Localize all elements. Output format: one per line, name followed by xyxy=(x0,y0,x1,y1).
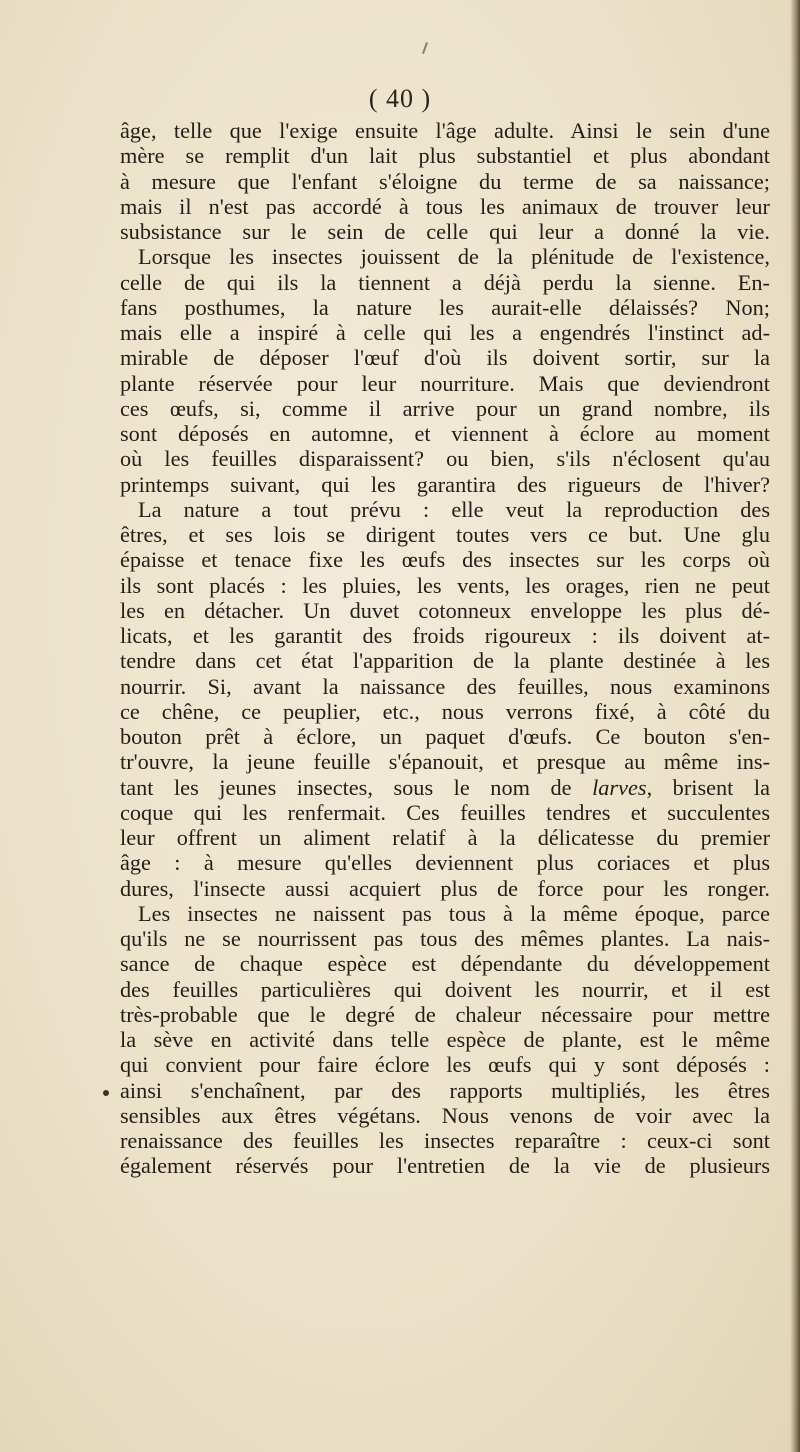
text-line: printemps suivant, qui les garantira des rigueurs de l'hiver? xyxy=(120,471,770,497)
text-line: tr'ouvre, la jeune feuille s'épanouit, et presque au même ins- xyxy=(120,749,770,775)
text-line: âge, telle que l'exige ensuite l'âge adulte. Ainsi le sein d'une xyxy=(120,118,770,143)
text-line: ainsi s'enchaînent, par des rapports multipliés, les êtres xyxy=(120,1077,770,1103)
text-line: la sève en activité dans telle espèce de plante, est le même xyxy=(120,1027,770,1052)
text-line: où les feuilles disparaissent? ou bien, s'ils n'éclosent qu'au xyxy=(120,446,770,472)
text-line: des feuilles particulières qui doivent les nourrir, et il est xyxy=(120,976,770,1002)
text-line: mirable de déposer l'œuf d'où ils doivent sortir, sur la xyxy=(120,345,770,371)
text-line-with-italic xyxy=(120,775,770,800)
ink-speck xyxy=(422,42,428,54)
text-line: ils sont placés : les pluies, les vents, les orages, rien ne peut xyxy=(120,572,770,598)
text-line: plante réservée pour leur nourriture. Mais que deviendront xyxy=(120,370,770,396)
text-line: leur offrent un aliment relatif à la délicatesse du premier xyxy=(120,825,770,850)
text-line: Lorsque les insectes jouissent de la plénitude de l'existence, xyxy=(138,244,770,270)
text-line: Les insectes ne naissent pas tous à la même époque, parce xyxy=(138,900,770,926)
text-line: très-probable que le degré de chaleur nécessaire pour mettre xyxy=(120,1001,770,1027)
italic-term: larves xyxy=(592,774,647,800)
page-body-text xyxy=(120,118,770,1179)
text-line: êtres, et ses lois se dirigent toutes vers ce but. Une glu xyxy=(120,522,770,547)
text-line: sensibles aux êtres végétans. Nous venons de voir avec la xyxy=(120,1102,770,1128)
text-line: licats, et les garantit des froids rigoureux : ils doivent at- xyxy=(120,623,770,648)
text-line: subsistance sur le sein de celle qui leur a donné la vie. xyxy=(120,219,770,244)
text-line: qui convient pour faire éclore les œufs qui y sont déposés : xyxy=(120,1052,770,1078)
text-line: sance de chaque espèce est dépendante du développement xyxy=(120,951,770,977)
text-line: qu'ils ne se nourrissent pas tous des mêmes plantes. La nais- xyxy=(120,926,770,951)
text-line: âge : à mesure qu'elles deviennent plus coriaces et plus xyxy=(120,850,770,876)
text-line: à mesure que l'enfant s'éloigne du terme de sa naissance; xyxy=(120,168,770,194)
text-line: fans posthumes, la nature les aurait-elle délaissés? Non; xyxy=(120,294,770,320)
text-line: celle de qui ils la tiennent a déjà perdu la sienne. En- xyxy=(120,269,770,295)
text-line: les en détacher. Un duvet cotonneux enveloppe les plus dé- xyxy=(120,597,770,623)
text-line: dures, l'insecte aussi acquiert plus de force pour les ronger. xyxy=(120,875,770,901)
text-line: coque qui les renfermait. Ces feuilles tendres et succulentes xyxy=(120,799,770,825)
text-line: sont déposés en automne, et viennent à éclore au moment xyxy=(120,421,770,446)
text-line: mais il n'est pas accordé à tous les animaux de trouver leur xyxy=(120,193,770,219)
text-line: épaisse et tenace fixe les œufs des insectes sur les corps où xyxy=(120,547,770,573)
text-line: ce chêne, ce peuplier, etc., nous verrons fixé, à côté du xyxy=(120,698,770,724)
text-line: nourrir. Si, avant la naissance des feuilles, nous examinons xyxy=(120,673,770,699)
text-run: tant les jeunes insectes, sous le nom de xyxy=(120,774,572,800)
text-line: également réservés pour l'entretien de la vie de plusieurs xyxy=(120,1153,770,1179)
text-line: renaissance des feuilles les insectes reparaître : ceux-ci sont xyxy=(120,1128,770,1153)
text-run: , brisent la xyxy=(646,774,770,800)
margin-dot xyxy=(103,1090,109,1096)
page-number: ( 40 ) xyxy=(368,84,432,113)
text-line: tendre dans cet état l'apparition de la plante destinée à les xyxy=(120,648,770,674)
text-line: mère se remplit d'un lait plus substantiel et plus abondant xyxy=(120,143,770,169)
page-edge-shadow xyxy=(790,0,800,1452)
text-line: bouton prêt à éclore, un paquet d'œufs. Ce bouton s'en- xyxy=(120,724,770,749)
text-line: mais elle a inspiré à celle qui les a engendrés l'instinct ad- xyxy=(120,320,770,345)
text-line: ces œufs, si, comme il arrive pour un grand nombre, ils xyxy=(120,395,770,421)
text-line: La nature a tout prévu : elle veut la reproduction des xyxy=(138,496,770,522)
